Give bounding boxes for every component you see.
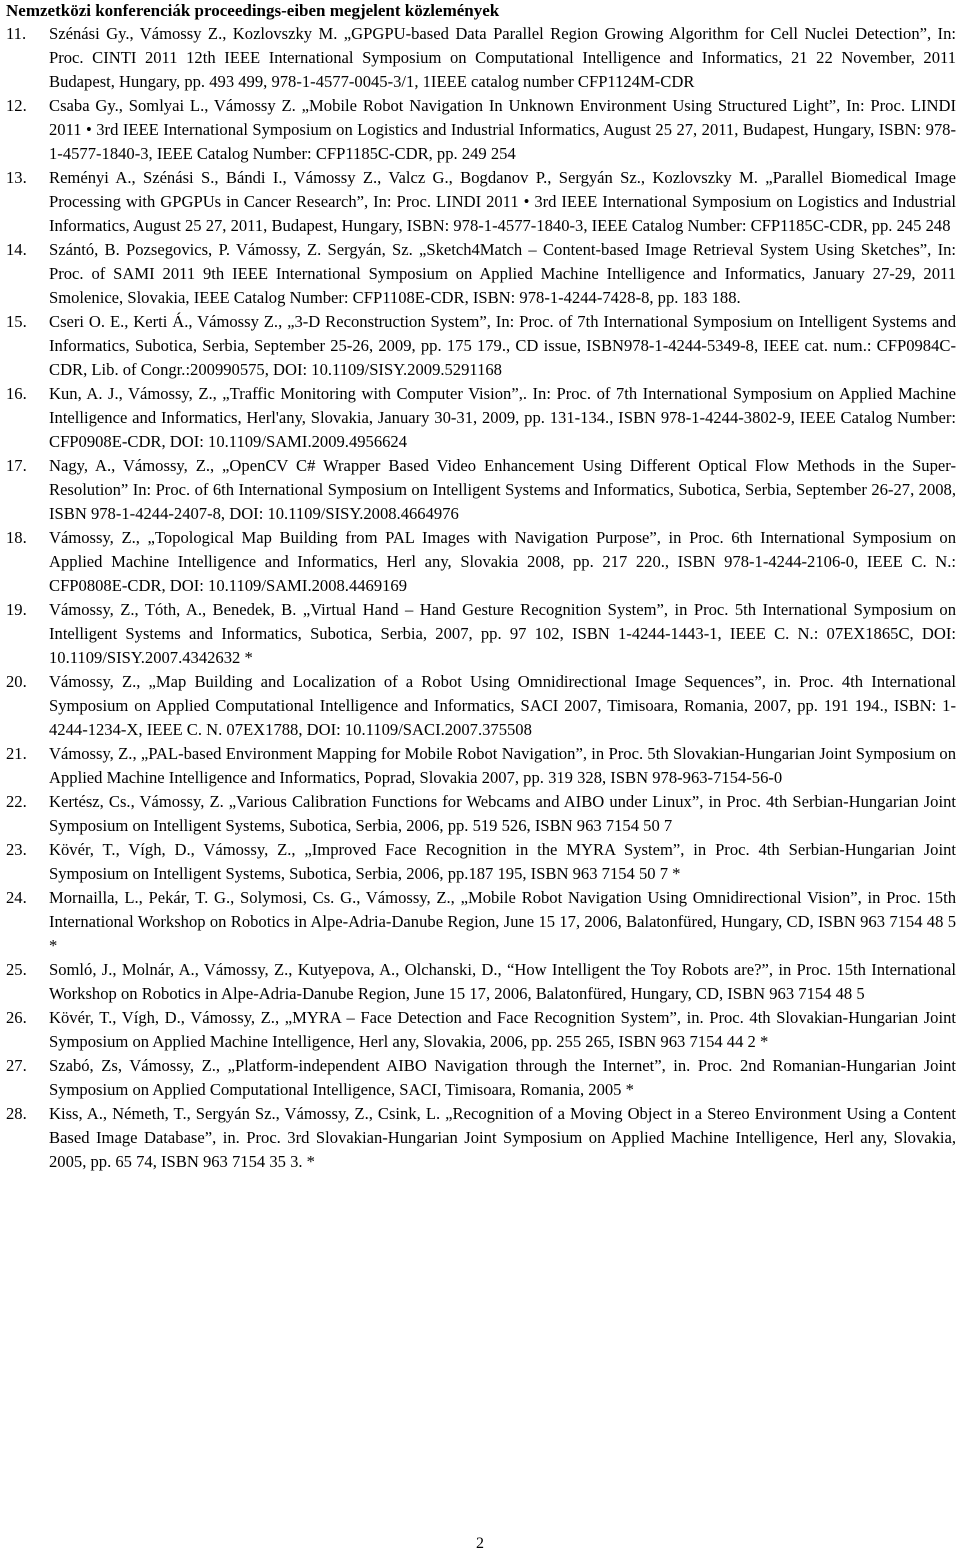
reference-item [6,1054,956,1102]
reference-item [6,1102,956,1174]
reference-text: Vámossy, Z., „Map Building and Localization of a Robot Using Omnidirectional Image Sequences”, in. Proc. 4th International Symposium on Applied Computational Intelligence and Informatics, SACI 2007, Timisoara, Romania, 2007, pp. 191 194., ISBN: 1-4244-1234-X, IEEE C. N. 07EX1788, DOI: 10.1109/SACI.2007.375508 [49,672,956,739]
reference-number: 24. [6,888,27,907]
reference-number: 11. [6,24,27,43]
reference-item [6,670,956,742]
reference-text: Somló, J., Molnár, A., Vámossy, Z., Kutyepova, A., Olchanski, D., “How Intelligent the Toy Robots are?”, in Proc. 15th International Workshop on Robotics in Alpe-Adria-Danube Region, June 15 17, 2006, Balatonfüred, Hungary, CD, ISBN 963 7154 48 5 [49,960,956,1003]
reference-number: 18. [6,528,27,547]
reference-number: 15. [6,312,27,331]
reference-number: 19. [6,600,27,619]
reference-number: 20. [6,672,27,691]
reference-number: 13. [6,168,27,187]
reference-item [6,454,956,526]
reference-item [6,22,956,94]
reference-item [6,1006,956,1054]
reference-item [6,382,956,454]
reference-number: 17. [6,456,27,475]
reference-item [6,598,956,670]
reference-text: Nagy, A., Vámossy, Z., „OpenCV C# Wrapper Based Video Enhancement Using Different Optical Flow Methods in the Super-Resolution” In: Proc. of 6th International Symposium on Intelligent Systems and Informatics, Subotica, Serbia, September 26-27, 2008, ISBN 978-1-4244-2407-8, DOI: 10.1109/SISY.2008.4664976 [49,456,956,523]
reference-number: 26. [6,1008,27,1027]
reference-number: 27. [6,1056,27,1075]
reference-item [6,790,956,838]
reference-text: Kertész, Cs., Vámossy, Z. „Various Calibration Functions for Webcams and AIBO under Linux”, in Proc. 4th Serbian-Hungarian Joint Symposium on Intelligent Systems, Subotica, Serbia, 2006, pp. 519 526, ISBN 963 7154 50 7 [49,792,956,835]
reference-number: 21. [6,744,27,763]
reference-text: Kun, A. J., Vámossy, Z., „Traffic Monitoring with Computer Vision”,. In: Proc. of 7th International Symposium on Applied Machine Intelligence and Informatics, Herl'any, Slovakia, January 30-31, 2009, pp. 131-134., ISBN 978-1-4244-3802-9, IEEE Catalog Number: CFP0908E-CDR, DOI: 10.1109/SAMI.2009.4956624 [49,384,956,451]
reference-number: 25. [6,960,27,979]
reference-item [6,958,956,1006]
reference-list [6,22,956,1174]
reference-text: Mornailla, L., Pekár, T. G., Solymosi, Cs. G., Vámossy, Z., „Mobile Robot Navigation Using Omnidirectional Vision”, in Proc. 15th International Workshop on Robotics in Alpe-Adria-Danube Region, June 15 17, 2006, Balatonfüred, Hungary, CD, ISBN 963 7154 48 5 * [49,888,956,955]
reference-item [6,166,956,238]
reference-number: 28. [6,1104,27,1123]
reference-text: Cseri O. E., Kerti Á., Vámossy Z., „3-D Reconstruction System”, In: Proc. of 7th International Symposium on Intelligent Systems and Informatics, Subotica, Serbia, September 25-26, 2009, pp. 175 179., CD issue, ISBN978-1-4244-5349-8, IEEE cat. num.: CFP0984C-CDR, Lib. of Congr.:200990575, DOI: 10.1109/SISY.2009.5291168 [49,312,956,379]
reference-number: 16. [6,384,27,403]
section-heading: Nemzetközi konferenciák proceedings-eiben megjelent közlemények [6,1,500,20]
reference-text: Szabó, Zs, Vámossy, Z., „Platform-independent AIBO Navigation through the Internet”, in. Proc. 2nd Romanian-Hungarian Joint Symposium on Applied Computational Intelligence, SACI, Timisoara, Romania, 2005 * [49,1056,956,1099]
page-number: 2 [476,1535,484,1552]
reference-item [6,310,956,382]
reference-number: 22. [6,792,27,811]
reference-text: Kövér, T., Vígh, D., Vámossy, Z., „MYRA – Face Detection and Face Recognition System”, in. Proc. 4th Slovakian-Hungarian Joint Symposium on Applied Machine Intelligence, Herl any, Slovakia, 2006, pp. 255 265, ISBN 963 7154 44 2 * [49,1008,956,1051]
reference-text: Kiss, A., Németh, T., Sergyán Sz., Vámossy, Z., Csink, L. „Recognition of a Moving Object in a Stereo Environment Using a Content Based Image Database”, in. Proc. 3rd Slovakian-Hungarian Joint Symposium on Applied Machine Intelligence, Herl any, Slovakia, 2005, pp. 65 74, ISBN 963 7154 35 3. * [49,1104,956,1171]
reference-text: Vámossy, Z., „PAL-based Environment Mapping for Mobile Robot Navigation”, in Proc. 5th Slovakian-Hungarian Joint Symposium on Applied Machine Intelligence and Informatics, Poprad, Slovakia 2007, pp. 319 328, ISBN 978-963-7154-56-0 [49,744,956,787]
reference-text: Vámossy, Z., „Topological Map Building from PAL Images with Navigation Purpose”, in Proc. 6th International Symposium on Applied Machine Intelligence and Informatics, Herl any, Slovakia 2008, pp. 217 220., ISBN 978-1-4244-2106-0, IEEE C. N.: CFP0808E-CDR, DOI: 10.1109/SAMI.2008.4469169 [49,528,956,595]
reference-item [6,238,956,310]
reference-item [6,742,956,790]
reference-text: Reményi A., Szénási S., Bándi I., Vámossy Z., Valcz G., Bogdanov P., Sergyán Sz., Kozlovszky M. „Parallel Biomedical Image Processing with GPGPUs in Cancer Research”, In: Proc. LINDI 2011 • 3rd IEEE International Symposium on Logistics and Industrial Informatics, August 25 27, 2011, Budapest, Hungary, ISBN: 978-1-4577-1840-3, IEEE Catalog Number: CFP1185C-CDR, pp. 245 248 [49,168,956,235]
reference-text: Csaba Gy., Somlyai L., Vámossy Z. „Mobile Robot Navigation In Unknown Environment Using Structured Light”, In: Proc. LINDI 2011 • 3rd IEEE International Symposium on Logistics and Industrial Informatics, August 25 27, 2011, Budapest, Hungary, ISBN: 978-1-4577-1840-3, IEEE Catalog Number: CFP1185C-CDR, pp. 249 254 [49,96,956,163]
reference-item [6,886,956,958]
reference-text: Szántó, B. Pozsegovics, P. Vámossy, Z. Sergyán, Sz. „Sketch4Match – Content-based Image Retrieval System Using Sketches”, In: Proc. of SAMI 2011 9th IEEE International Symposium on Applied Machine Intelligence and Informatics, January 27-29, 2011 Smolenice, Slovakia, IEEE Catalog Number: CFP1108E-CDR, ISBN: 978-1-4244-7428-8, pp. 183 188. [49,240,956,307]
reference-number: 12. [6,96,27,115]
reference-item [6,94,956,166]
reference-text: Vámossy, Z., Tóth, A., Benedek, B. „Virtual Hand – Hand Gesture Recognition System”, in Proc. 5th International Symposium on Intelligent Systems and Informatics, Subotica, Serbia, 2007, pp. 97 102, ISBN 1-4244-1443-1, IEEE C. N.: 07EX1865C, DOI: 10.1109/SISY.2007.4342632 * [49,600,956,667]
reference-number: 23. [6,840,27,859]
reference-text: Kövér, T., Vígh, D., Vámossy, Z., „Improved Face Recognition in the MYRA System”, in Proc. 4th Serbian-Hungarian Joint Symposium on Intelligent Systems, Subotica, Serbia, 2006, pp.187 195, ISBN 963 7154 50 7 * [49,840,956,883]
reference-text: Szénási Gy., Vámossy Z., Kozlovszky M. „GPGPU-based Data Parallel Region Growing Algorithm for Cell Nuclei Detection”, In: Proc. CINTI 2011 12th IEEE International Symposium on Computational Intelligence and Informatics, 21 22 November, 2011 Budapest, Hungary, pp. 493 499, 978-1-4577-0045-3/1, 1IEEE catalog number CFP1124M-CDR [49,24,956,91]
reference-number: 14. [6,240,27,259]
reference-item [6,838,956,886]
reference-item [6,526,956,598]
